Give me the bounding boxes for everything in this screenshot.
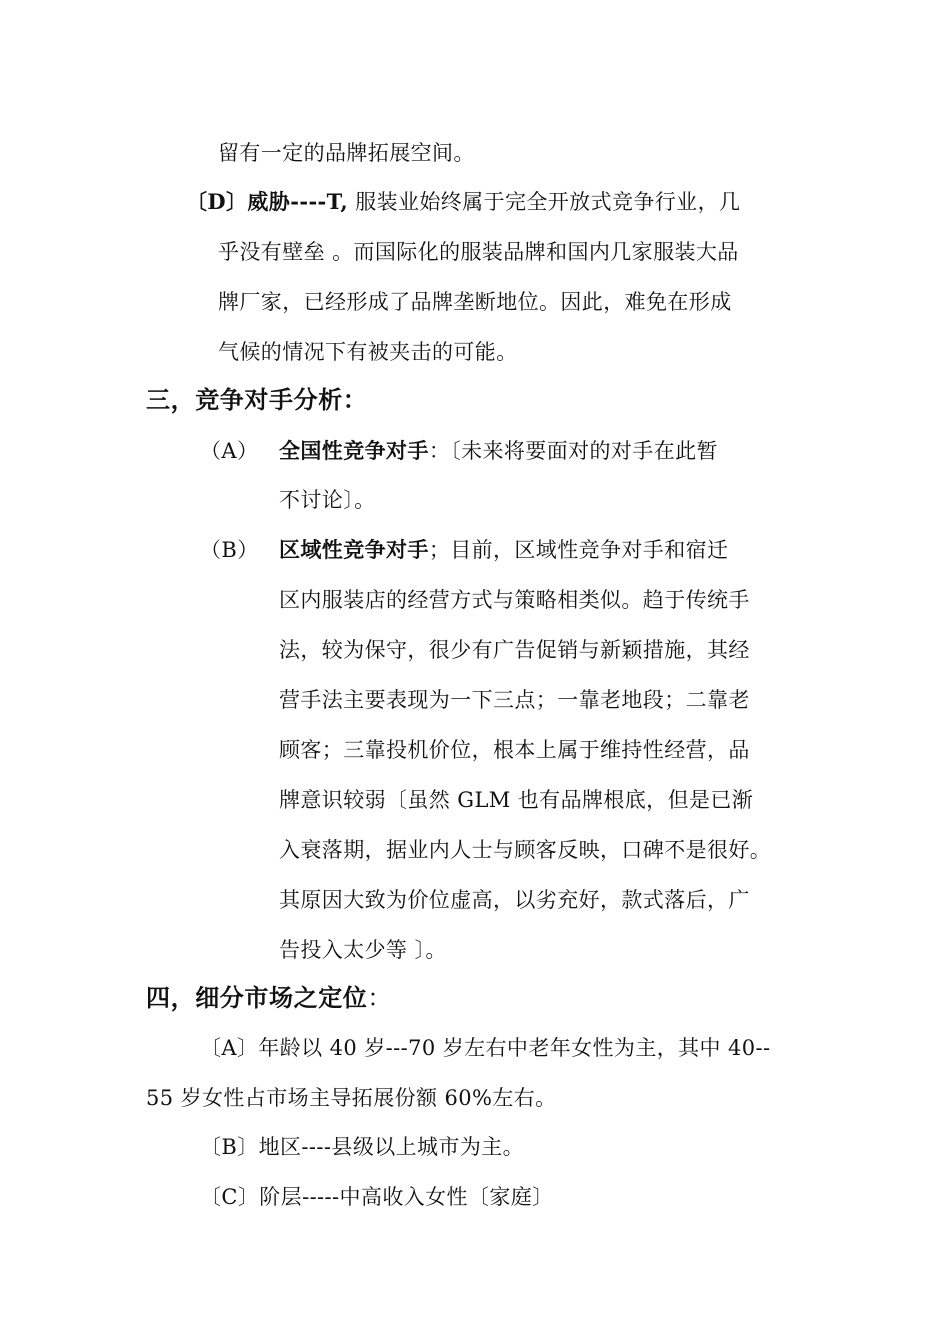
section-4-heading-text: 四，细分市场之定位 bbox=[146, 983, 368, 1012]
item-b-line: 入衰落期，据业内人士与顾客反映，口碑不是很好。 bbox=[279, 838, 772, 862]
item-b-line: 法，较为保守，很少有广告促销与新颖措施，其经 bbox=[279, 638, 750, 662]
market-item-a-line-1: 〔A〕年龄以 40 岁---70 岁左右中老年女性为主，其中 40-- bbox=[200, 1036, 771, 1060]
threat-line-4: 气候的情况下有被夹击的可能。 bbox=[218, 340, 518, 364]
item-a-line-2: 不讨论〕。 bbox=[279, 488, 376, 512]
threat-line-2: 乎没有壁垒 。而国际化的服装品牌和国内几家服装大品 bbox=[218, 240, 739, 264]
item-b-marker: （B） bbox=[200, 538, 259, 562]
section-4-heading bbox=[146, 982, 392, 1014]
threat-line-1 bbox=[186, 188, 740, 216]
item-a-marker: （A） bbox=[200, 439, 259, 463]
section-3-heading: 三，竞争对手分析： bbox=[146, 385, 368, 414]
market-item-c: 〔C〕阶层-----中高收入女性〔家庭〕 bbox=[200, 1185, 554, 1209]
threat-text-1: 服装业始终属于完全开放式竞争行业，几 bbox=[355, 190, 741, 214]
section-4-heading-colon: ： bbox=[367, 984, 393, 1012]
item-b-line-1 bbox=[279, 536, 728, 564]
item-b-line: 营手法主要表现为一下三点；一靠老地段；二靠老 bbox=[279, 688, 750, 712]
market-item-b: 〔B〕地区----县级以上城市为主。 bbox=[200, 1135, 525, 1159]
item-b-line: 牌意识较弱〔虽然 GLM 也有品牌根底，但是已渐 bbox=[279, 788, 754, 812]
threat-line-3: 牌厂家，已经形成了品牌垄断地位。因此，难免在形成 bbox=[218, 290, 732, 314]
item-b-line: 告投入太少等 〕。 bbox=[279, 938, 447, 962]
item-b-line: 顾客；三靠投机价位，根本上属于维持性经营，品 bbox=[279, 738, 750, 762]
item-b-line: 区内服装店的经营方式与策略相类似。趋于传统手 bbox=[279, 588, 750, 612]
item-a-line-1 bbox=[279, 437, 718, 465]
item-b-text: ；目前，区域性竞争对手和宿迁 bbox=[428, 538, 729, 562]
item-b-title: 区域性竞争对手 bbox=[279, 537, 429, 562]
threat-continuation-line: 留有一定的品牌拓展空间。 bbox=[218, 141, 475, 165]
item-a-title: 全国性竞争对手 bbox=[279, 438, 429, 463]
market-item-a-line-2: 55 岁女性占市场主导拓展份额 60%左右。 bbox=[146, 1086, 557, 1110]
item-a-text: ：〔未来将要面对的对手在此暂 bbox=[428, 439, 718, 463]
item-b-line: 其原因大致为价位虚高，以劣充好，款式落后，广 bbox=[279, 888, 750, 912]
threat-label: 〔D〕威胁----T, bbox=[186, 189, 349, 214]
